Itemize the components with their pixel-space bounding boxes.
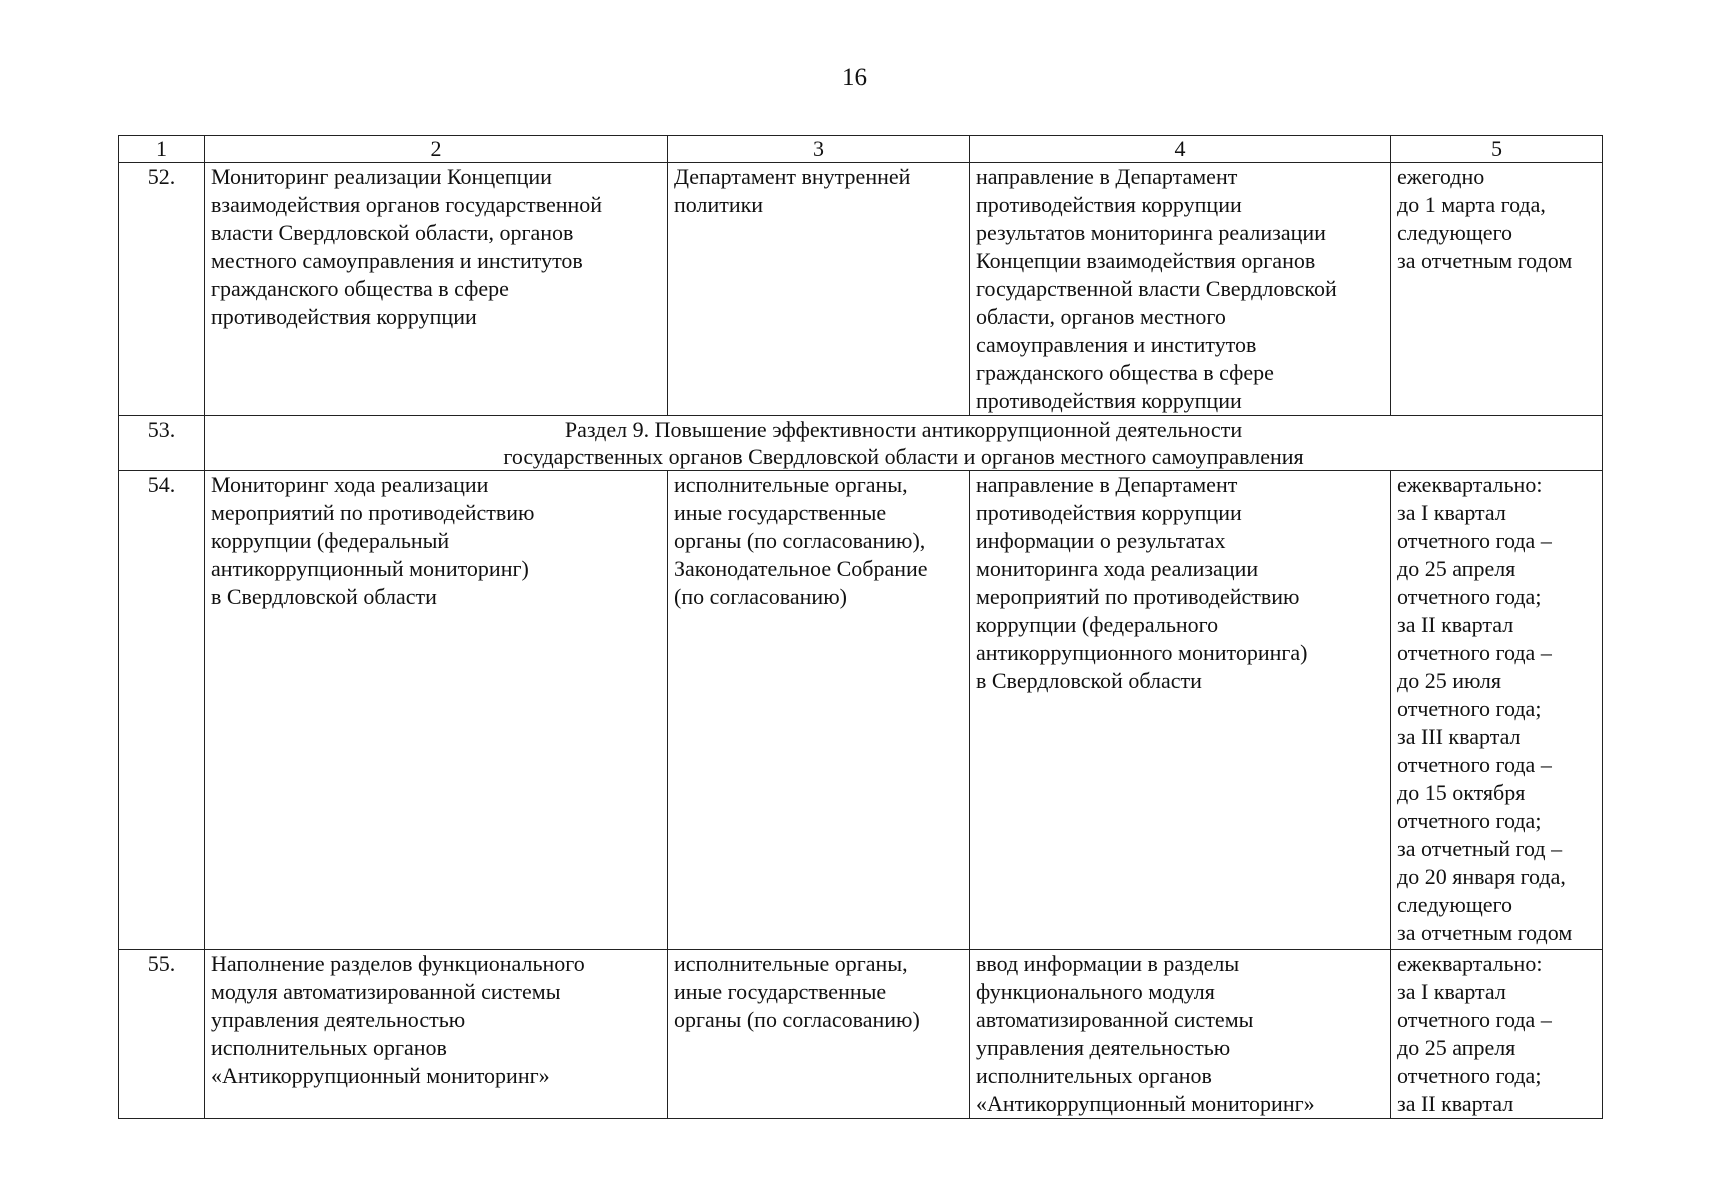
text-line: мониторинга хода реализации [976, 556, 1259, 581]
text-line: управления деятельностью [976, 1035, 1231, 1060]
column-number-header [119, 136, 1603, 163]
text-line: антикоррупционного мониторинга) [976, 640, 1308, 665]
table-row [119, 950, 1603, 1119]
text-line: противодействия коррупции [976, 192, 1242, 217]
deadline-cell [1391, 163, 1603, 416]
row-number: 52. [119, 163, 205, 416]
text-line: власти Свердловской области, органов [211, 220, 574, 245]
text-line: направление в Департамент [976, 472, 1238, 497]
activity-cell [205, 950, 668, 1119]
text-line: управления деятельностью [211, 1007, 466, 1032]
text-line: государственных органов Свердловской области и органов местного самоуправления [503, 444, 1304, 469]
text-line: «Антикоррупционный мониторинг» [976, 1091, 1315, 1116]
activity-cell [205, 163, 668, 416]
text-line: ежеквартально: [1397, 951, 1543, 976]
text-line: отчетного года – [1397, 752, 1552, 777]
text-line: в Свердловской области [976, 668, 1202, 693]
column-number: 4 [970, 136, 1391, 163]
text-line: противодействия коррупции [976, 388, 1242, 413]
text-line: мероприятий по противодействию [976, 584, 1300, 609]
activity-cell [205, 471, 668, 950]
text-line: за III квартал [1397, 724, 1521, 749]
text-line: Наполнение разделов функционального [211, 951, 585, 976]
text-line: отчетного года – [1397, 640, 1552, 665]
text-line: отчетного года; [1397, 1063, 1542, 1088]
row-number: 54. [119, 471, 205, 950]
section-title [205, 416, 1603, 471]
text-line: за отчетным годом [1397, 920, 1573, 945]
text-line: до 25 июля [1397, 668, 1501, 693]
text-line: в Свердловской области [211, 584, 437, 609]
table-row [119, 471, 1603, 950]
text-line: следующего [1397, 220, 1513, 245]
text-line: исполнительных органов [976, 1063, 1212, 1088]
text-line: (по согласованию) [674, 584, 847, 609]
text-line: Раздел 9. Повышение эффективности антикоррупционной деятельности [564, 417, 1243, 442]
plan-table [118, 135, 1603, 1119]
text-line: гражданского общества в сфере [976, 360, 1274, 385]
text-line: ежеквартально: [1397, 472, 1543, 497]
text-line: до 20 января года, [1397, 864, 1566, 889]
column-number: 2 [205, 136, 668, 163]
text-line: «Антикоррупционный мониторинг» [211, 1063, 550, 1088]
executor-cell [668, 950, 970, 1119]
column-number: 5 [1391, 136, 1603, 163]
deadline-cell [1391, 950, 1603, 1119]
text-line: отчетного года; [1397, 808, 1542, 833]
section-row [119, 416, 1603, 471]
text-line: за II квартал [1397, 612, 1514, 637]
text-line: исполнительных органов [211, 1035, 447, 1060]
text-line: области, органов местного [976, 304, 1226, 329]
table-row [119, 163, 1603, 416]
text-line: следующего [1397, 892, 1513, 917]
text-line: автоматизированной системы [976, 1007, 1254, 1032]
text-line: Департамент внутренней [674, 164, 911, 189]
text-line: мероприятий по противодействию [211, 500, 535, 525]
row-number: 55. [119, 950, 205, 1119]
result-cell [970, 471, 1391, 950]
text-line: противодействия коррупции [211, 304, 477, 329]
text-line: самоуправления и институтов [976, 332, 1257, 357]
text-line: коррупции (федерального [976, 612, 1219, 637]
text-line: органы (по согласованию), [674, 528, 926, 553]
text-line: Мониторинг реализации Концепции [211, 164, 552, 189]
text-line: отчетного года – [1397, 1007, 1552, 1032]
text-line: гражданского общества в сфере [211, 276, 509, 301]
result-cell [970, 163, 1391, 416]
text-line: за I квартал [1397, 979, 1506, 1004]
deadline-cell [1391, 471, 1603, 950]
text-line: отчетного года; [1397, 696, 1542, 721]
text-line: коррупции (федеральный [211, 528, 450, 553]
text-line: за I квартал [1397, 500, 1506, 525]
text-line: ежегодно [1397, 164, 1485, 189]
text-line: политики [674, 192, 764, 217]
page-number: 16 [842, 64, 867, 91]
text-line: отчетного года; [1397, 584, 1542, 609]
text-line: взаимодействия органов государственной [211, 192, 603, 217]
text-line: до 1 марта года, [1397, 192, 1546, 217]
text-line: до 25 апреля [1397, 556, 1516, 581]
text-line: иные государственные [674, 500, 887, 525]
text-line: исполнительные органы, [674, 472, 908, 497]
text-line: органы (по согласованию) [674, 1007, 920, 1032]
text-line: государственной власти Свердловской [976, 276, 1337, 301]
text-line: Законодательное Собрание [674, 556, 928, 581]
text-line: до 25 апреля [1397, 1035, 1516, 1060]
executor-cell [668, 163, 970, 416]
result-cell [970, 950, 1391, 1119]
executor-cell [668, 471, 970, 950]
text-line: модуля автоматизированной системы [211, 979, 561, 1004]
text-line: за отчетным годом [1397, 248, 1573, 273]
column-number: 1 [119, 136, 205, 163]
text-line: информации о результатах [976, 528, 1226, 553]
text-line: иные государственные [674, 979, 887, 1004]
text-line: антикоррупционный мониторинг) [211, 556, 529, 581]
row-number: 53. [119, 416, 205, 471]
text-line: за отчетный год – [1397, 836, 1563, 861]
column-number: 3 [668, 136, 970, 163]
text-line: местного самоуправления и институтов [211, 248, 583, 273]
text-line: Концепции взаимодействия органов [976, 248, 1316, 273]
text-line: результатов мониторинга реализации [976, 220, 1326, 245]
text-line: функционального модуля [976, 979, 1215, 1004]
text-line: за II квартал [1397, 1091, 1514, 1116]
text-line: ввод информации в разделы [976, 951, 1240, 976]
text-line: отчетного года – [1397, 528, 1552, 553]
text-line: направление в Департамент [976, 164, 1238, 189]
text-line: до 15 октября [1397, 780, 1526, 805]
text-line: противодействия коррупции [976, 500, 1242, 525]
text-line: Мониторинг хода реализации [211, 472, 489, 497]
text-line: исполнительные органы, [674, 951, 908, 976]
